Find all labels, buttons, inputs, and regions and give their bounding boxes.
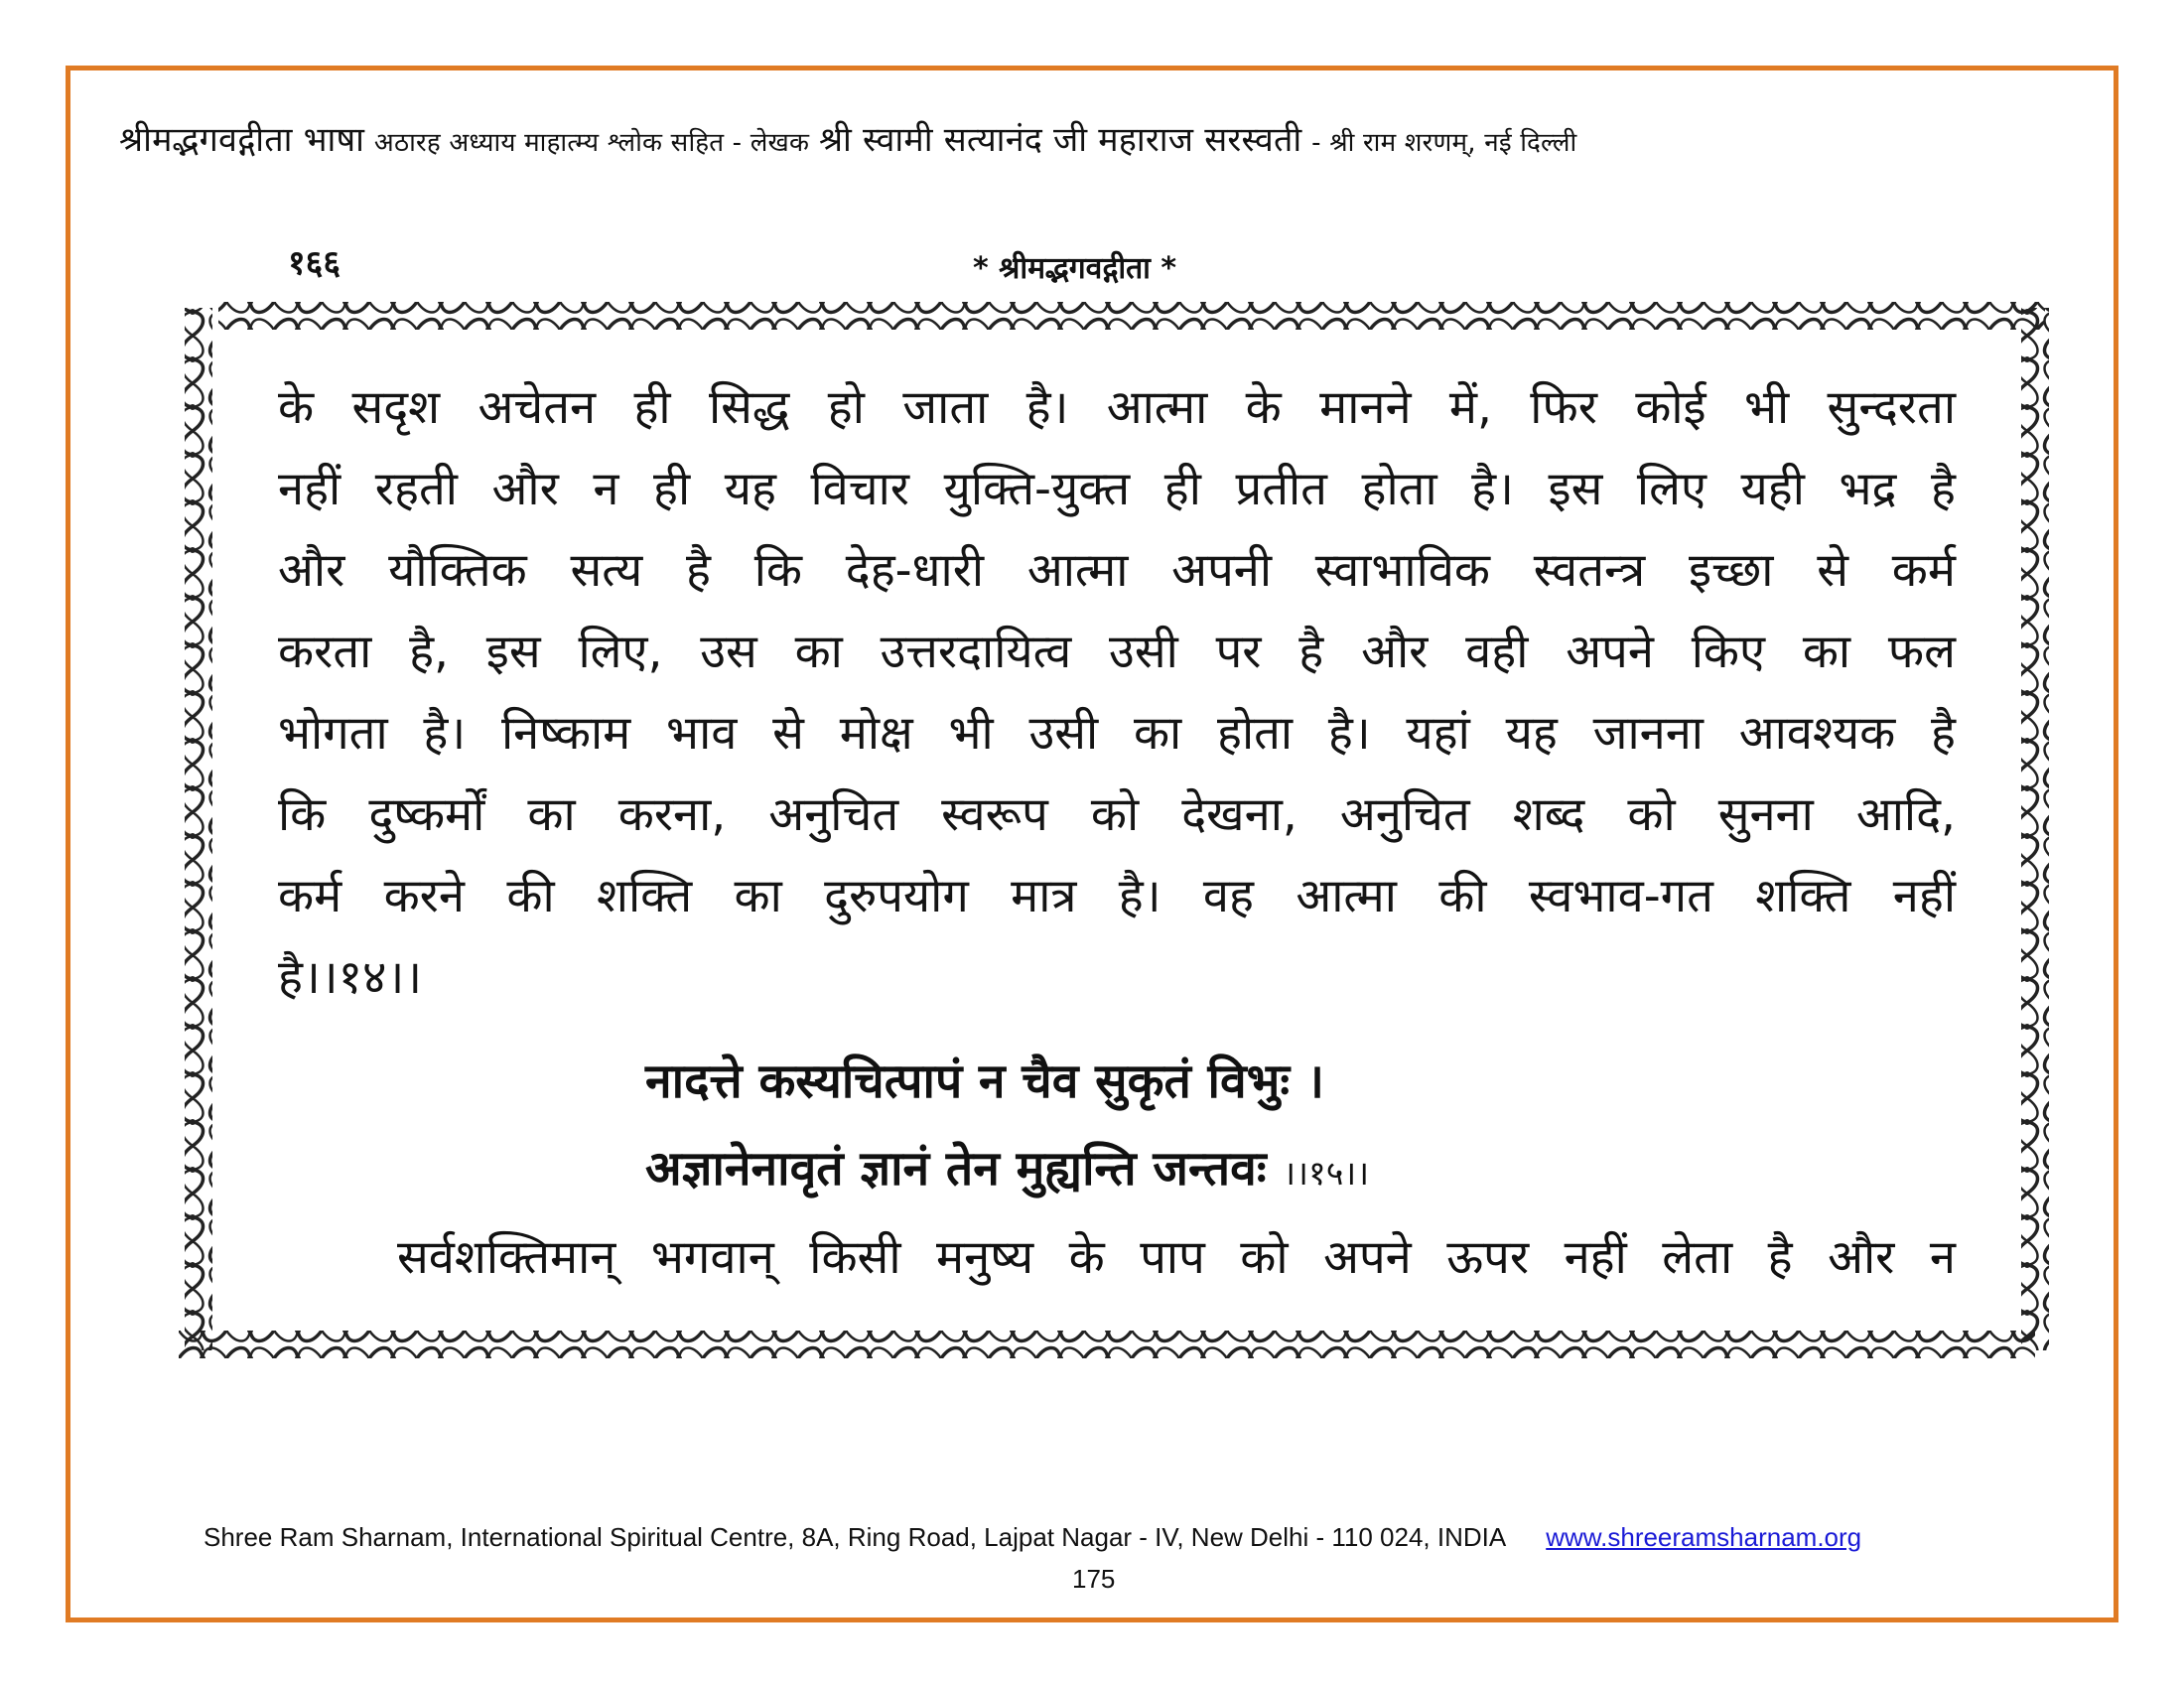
body-line: के सदृश अचेतन ही सिद्ध हो जाता है। आत्मा के मानने में, फिर कोई भी सुन्दरता	[278, 380, 1956, 435]
commentary-line: सर्वशक्तिमान् भगवान् किसी मनुष्य के पाप को अपने ऊपर नहीं लेता है और न	[397, 1230, 1956, 1285]
page-footer	[204, 1522, 1861, 1553]
body-line: करता है, इस लिए, उस का उत्तरदायित्व उसी पर है और वही अपने किए का फल	[278, 625, 1956, 679]
website-link[interactable]: www.shreeramsharnam.org	[1546, 1522, 1862, 1552]
body-line: भोगता है। निष्काम भाव से मोक्ष भी उसी का होता है। यहां यह जानना आवश्यक है	[278, 706, 1956, 761]
verse-number: ।।१५।।	[1283, 1154, 1370, 1194]
body-line: और यौक्तिक सत्य है कि देह-धारी आत्मा अपनी स्वाभाविक स्वतन्त्र इच्छा से कर्म	[278, 543, 1956, 598]
border-right	[2021, 308, 2049, 1350]
border-top	[218, 302, 2045, 330]
header-publisher: - श्री राम शरणम्, नई दिल्ली	[1311, 128, 1577, 158]
border-left	[185, 308, 212, 1350]
running-title: * श्रीमद्भगवद्गीता *	[973, 251, 1177, 286]
verse-line-1: नादत्ते कस्यचित्पापं न चैव सुकृतं विभुः ।	[645, 1054, 1324, 1109]
body-line: कर्म करने की शक्ति का दुरुपयोग मात्र है। वह आत्मा की स्वभाव-गत शक्ति नहीं	[278, 869, 1956, 923]
body-line: नहीं रहती और न ही यह विचार युक्ति-युक्त ही प्रतीत होता है। इस लिए यही भद्र है	[278, 462, 1956, 516]
body-line: है।।१४।।	[278, 950, 423, 1005]
border-bottom	[179, 1331, 2035, 1358]
body-paragraph	[278, 367, 1956, 1019]
body-line: कि दुष्कर्मों का करना, अनुचित स्वरूप को देखना, अनुचित शब्द को सुनना आदि,	[278, 787, 1956, 842]
header-title: श्रीमद्भगवद्गीता भाषा	[119, 120, 365, 160]
header-subtitle: अठारह अध्याय माहात्म्य श्लोक सहित - लेखक	[373, 128, 810, 158]
header-author: श्री स्वामी सत्यानंद जी महाराज सरस्वती	[818, 120, 1302, 160]
document-header	[119, 115, 2065, 161]
footer-page-number: 175	[1072, 1564, 1116, 1594]
verse-line-2-text: अज्ञानेनावृतं ज्ञानं तेन मुह्यन्ति जन्तवः	[645, 1141, 1267, 1196]
verse-line-2	[645, 1125, 1369, 1217]
sanskrit-verse	[645, 1038, 1369, 1217]
book-page-number: १६६	[288, 243, 341, 283]
footer-address: Shree Ram Sharnam, International Spiritual Centre, 8A, Ring Road, Lajpat Nagar - IV, New Delhi - 110 024, INDIA	[204, 1522, 1507, 1552]
